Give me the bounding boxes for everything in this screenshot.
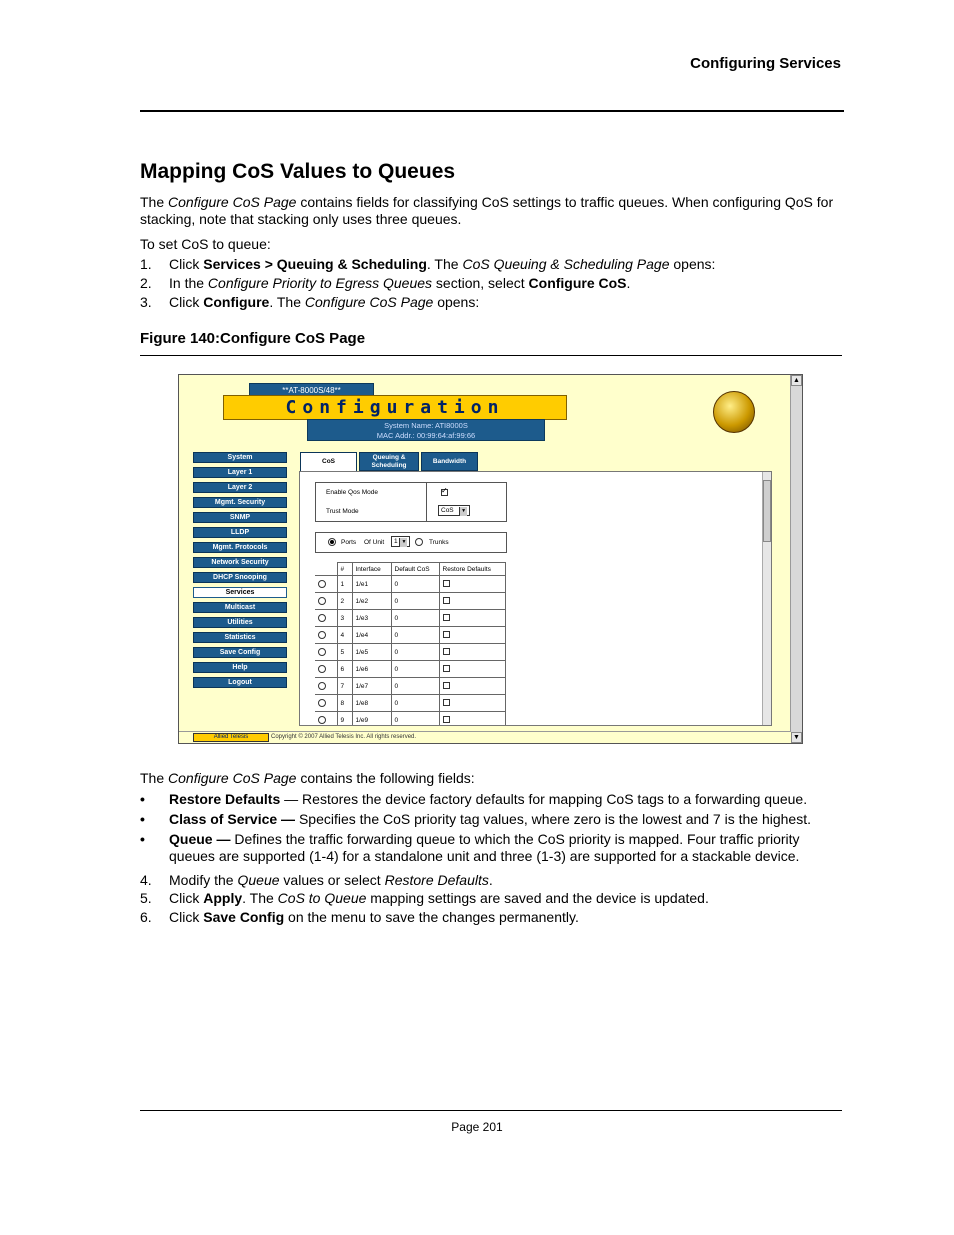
menu-item-lldp[interactable]: LLDP	[193, 527, 287, 538]
system-info-box	[307, 419, 545, 441]
row-number: 6	[337, 661, 352, 678]
row-interface: 1/e5	[352, 644, 391, 661]
row-default-cos: 0	[391, 712, 439, 727]
table-row	[315, 661, 505, 678]
tab-bandwidth[interactable]: Bandwidth	[421, 452, 478, 471]
row-number: 5	[337, 644, 352, 661]
row-default-cos: 0	[391, 627, 439, 644]
row-radio[interactable]	[318, 580, 326, 588]
menu-item-statistics[interactable]: Statistics	[193, 632, 287, 643]
row-number: 7	[337, 678, 352, 695]
scroll-up-icon[interactable]: ▲	[791, 375, 802, 386]
menu-item-logout[interactable]: Logout	[193, 677, 287, 688]
bullet-class-of-service: • Class of Service — Specifies the CoS priority tag values, where zero is the lowest and 7 is the highest.	[140, 811, 811, 827]
menu-item-services[interactable]: Services	[193, 587, 287, 598]
trunks-radio[interactable]	[415, 538, 423, 546]
page-number: Page 201	[451, 1120, 503, 1134]
row-restore-cell	[439, 576, 505, 593]
row-interface: 1/e2	[352, 593, 391, 610]
unit-select[interactable]: 1 ▼	[391, 536, 410, 547]
menu-item-mgmt-security[interactable]: Mgmt. Security	[193, 497, 287, 508]
menu-item-system[interactable]: System	[193, 452, 287, 463]
row-restore-cell	[439, 593, 505, 610]
row-restore-cell	[439, 695, 505, 712]
bullet-icon: •	[140, 831, 145, 847]
menu-item-help[interactable]: Help	[193, 662, 287, 673]
restore-defaults-column-header: Restore Defaults	[439, 563, 505, 576]
row-radio[interactable]	[318, 614, 326, 622]
table-row	[315, 576, 505, 593]
bullet-icon: •	[140, 811, 145, 827]
row-radio[interactable]	[318, 648, 326, 656]
ports-label: Ports	[341, 539, 357, 546]
row-select-cell	[315, 593, 337, 610]
row-radio[interactable]	[318, 597, 326, 605]
row-select-cell	[315, 678, 337, 695]
row-select-cell	[315, 695, 337, 712]
row-default-cos: 0	[391, 644, 439, 661]
row-restore-cell	[439, 678, 505, 695]
row-interface: 1/e4	[352, 627, 391, 644]
row-select-cell	[315, 576, 337, 593]
mac-address: MAC Addr.: 00:99:64:af:99:66	[376, 431, 476, 440]
row-select-cell	[315, 610, 337, 627]
table-row	[315, 627, 505, 644]
configuration-banner: Configuration	[223, 395, 567, 420]
step-4: 4. Modify the Queue values or select Restore Defaults.	[140, 872, 493, 888]
row-restore-cell	[439, 610, 505, 627]
enable-qos-label: Enable Qos Mode	[326, 489, 379, 496]
trunks-label: Trunks	[429, 539, 449, 546]
interface-table-body	[315, 576, 505, 727]
restore-defaults-checkbox[interactable]	[443, 699, 450, 706]
row-number: 9	[337, 712, 352, 727]
fields-intro: The Configure CoS Page contains the following fields:	[140, 770, 475, 786]
row-number: 4	[337, 627, 352, 644]
row-restore-cell	[439, 661, 505, 678]
system-name: System Name: ATI8000S	[384, 421, 468, 430]
row-default-cos: 0	[391, 695, 439, 712]
ports-selector-box	[315, 532, 507, 553]
restore-defaults-checkbox[interactable]	[443, 597, 450, 604]
menu-item-save-config[interactable]: Save Config	[193, 647, 287, 658]
bullet-restore-defaults: • Restore Defaults — Restores the device factory defaults for mapping CoS tags to a forwarding queue.	[140, 791, 808, 807]
cos-panel	[299, 471, 772, 726]
row-number: 2	[337, 593, 352, 610]
trust-mode-label: Trust Mode	[326, 508, 359, 515]
enable-qos-checkbox[interactable]	[441, 489, 448, 496]
row-number: 8	[337, 695, 352, 712]
default-cos-column-header: Default CoS	[391, 563, 439, 576]
window-scrollbar[interactable]	[790, 375, 802, 743]
qos-settings-box	[315, 482, 507, 522]
menu-item-layer-2[interactable]: Layer 2	[193, 482, 287, 493]
row-number: 3	[337, 610, 352, 627]
step-3: 3. Click Configure. The Configure CoS Page opens:	[140, 294, 480, 310]
screenshot-footer	[179, 731, 791, 743]
tab-cos[interactable]: CoS	[300, 452, 357, 472]
row-select-cell	[315, 627, 337, 644]
header-rule	[140, 110, 844, 112]
table-row	[315, 678, 505, 695]
scroll-down-icon[interactable]: ▼	[791, 732, 802, 743]
chevron-down-icon: ▼	[459, 507, 467, 516]
menu-item-mgmt-protocols[interactable]: Mgmt. Protocols	[193, 542, 287, 553]
num-column-header: #	[337, 563, 352, 576]
row-interface: 1/e9	[352, 712, 391, 727]
qos-divider	[426, 483, 427, 521]
row-radio[interactable]	[318, 665, 326, 673]
menu-item-dhcp-snooping[interactable]: DHCP Snooping	[193, 572, 287, 583]
row-interface: 1/e3	[352, 610, 391, 627]
row-interface: 1/e8	[352, 695, 391, 712]
menu-item-multicast[interactable]: Multicast	[193, 602, 287, 613]
restore-defaults-checkbox[interactable]	[443, 614, 450, 621]
tab-queuing-scheduling[interactable]: Queuing & Scheduling	[359, 452, 419, 471]
row-restore-cell	[439, 644, 505, 661]
row-select-cell	[315, 644, 337, 661]
row-interface: 1/e6	[352, 661, 391, 678]
row-default-cos: 0	[391, 678, 439, 695]
row-interface: 1/e7	[352, 678, 391, 695]
interface-table	[315, 562, 506, 726]
interface-column-header: Interface	[352, 563, 391, 576]
row-default-cos: 0	[391, 610, 439, 627]
table-row	[315, 593, 505, 610]
chevron-down-icon: ▼	[399, 538, 407, 547]
step-1: 1. Click Services > Queuing & Scheduling. The CoS Queuing & Scheduling Page opens:	[140, 256, 716, 272]
bullet-queue: • Queue — Defines the traffic forwarding queue to which the CoS priority is mapped. Four traffic priority queues are supported (1-4) for a standalone unit and three (1-3) are supported for a stackable device.	[140, 831, 800, 864]
restore-defaults-checkbox[interactable]	[443, 665, 450, 672]
menu-item-utilities[interactable]: Utilities	[193, 617, 287, 628]
row-number: 1	[337, 576, 352, 593]
restore-defaults-checkbox[interactable]	[443, 648, 450, 655]
intro-paragraph: The Configure CoS Page contains fields for classifying CoS settings to traffic queues. When configuring QoS for stacking, note that stacking only uses three queues.	[140, 194, 834, 227]
row-interface: 1/e1	[352, 576, 391, 593]
table-row	[315, 695, 505, 712]
trust-mode-select[interactable]: CoS ▼	[438, 505, 470, 516]
figure-rule	[140, 355, 842, 356]
table-row	[315, 712, 505, 727]
menu-item-layer-1[interactable]: Layer 1	[193, 467, 287, 478]
globe-logo-icon	[713, 391, 755, 433]
table-header-row	[315, 563, 505, 576]
row-select-cell	[315, 712, 337, 727]
restore-defaults-checkbox[interactable]	[443, 580, 450, 587]
ports-radio[interactable]	[328, 538, 336, 546]
section-heading: Mapping CoS Values to Queues	[140, 160, 456, 183]
row-default-cos: 0	[391, 593, 439, 610]
row-restore-cell	[439, 712, 505, 727]
copyright-text: Copyright © 2007 Allied Telesis Inc. All rights reserved.	[271, 734, 417, 740]
restore-defaults-checkbox[interactable]	[443, 631, 450, 638]
figure-caption: Figure 140:Configure CoS Page	[140, 330, 366, 347]
step-5: 5. Click Apply. The CoS to Queue mapping settings are saved and the device is updated.	[140, 890, 709, 906]
row-radio[interactable]	[318, 699, 326, 707]
table-row	[315, 610, 505, 627]
set-intro: To set CoS to queue:	[140, 236, 271, 252]
row-select-cell	[315, 661, 337, 678]
running-header: Configuring Services	[690, 55, 841, 72]
restore-defaults-checkbox[interactable]	[443, 682, 450, 689]
step-2: 2. In the Configure Priority to Egress Queues section, select Configure CoS.	[140, 275, 631, 291]
row-default-cos: 0	[391, 661, 439, 678]
allied-telesis-logo: Allied Telesis	[193, 733, 269, 742]
footer-rule	[140, 1110, 842, 1111]
scrollbar-thumb[interactable]	[763, 480, 771, 542]
panel-scrollbar[interactable]	[762, 472, 771, 725]
row-restore-cell	[439, 627, 505, 644]
table-row	[315, 644, 505, 661]
configure-cos-screenshot	[178, 374, 803, 744]
menu-item-snmp[interactable]: SNMP	[193, 512, 287, 523]
of-unit-label: Of Unit	[364, 539, 385, 546]
row-radio[interactable]	[318, 631, 326, 639]
select-column-header	[315, 563, 337, 576]
device-model-label: **AT-8000S/48**	[249, 383, 374, 397]
restore-defaults-checkbox[interactable]	[443, 716, 450, 723]
row-radio[interactable]	[318, 716, 326, 724]
menu-item-network-security[interactable]: Network Security	[193, 557, 287, 568]
step-6: 6. Click Save Config on the menu to save the changes permanently.	[140, 909, 579, 925]
row-default-cos: 0	[391, 576, 439, 593]
row-radio[interactable]	[318, 682, 326, 690]
bullet-icon: •	[140, 791, 145, 807]
